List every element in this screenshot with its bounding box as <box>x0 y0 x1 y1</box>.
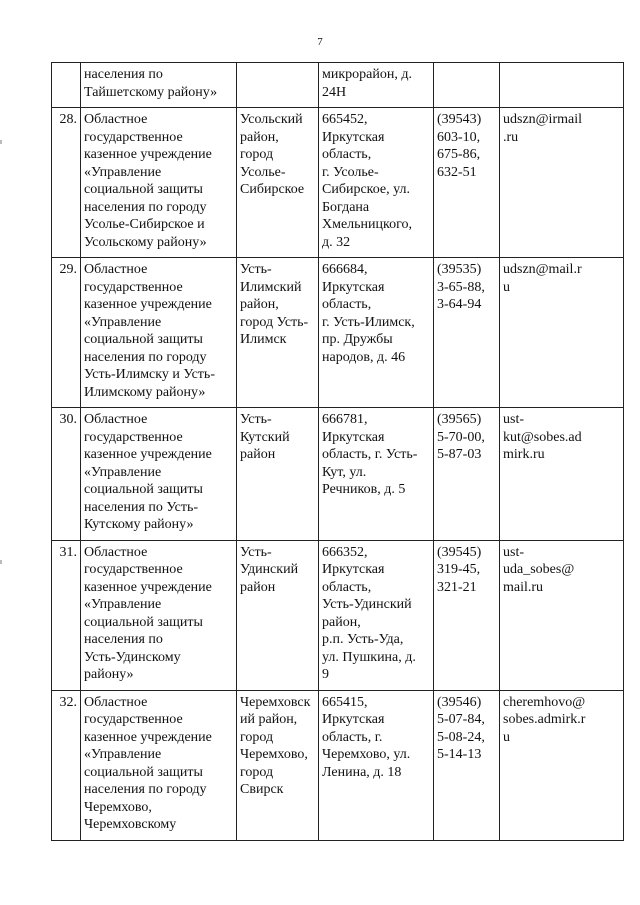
cell-text-line: Ленина, д. 18 <box>322 764 402 780</box>
cell-text-line: район <box>240 579 276 595</box>
cell-text-line: Сибирское, ул. <box>322 182 411 197</box>
cell-text-line: 3-64-94 <box>437 297 482 312</box>
cell-text-line: «Управление <box>84 747 162 762</box>
cell-text-line: Областное <box>84 262 148 277</box>
cell-text-line: Черемховск <box>240 694 311 710</box>
cell-text-line: город <box>240 764 274 780</box>
cell-text-line: Областное <box>84 112 148 127</box>
cell-text-line: район, <box>240 129 279 145</box>
cell-text-line: 603-10, <box>437 129 481 145</box>
cell-text-line: Кут, ул. <box>322 464 367 480</box>
cell-text-line: 665452, <box>322 112 368 127</box>
cell-text-line: Хмельницкого, <box>322 217 413 232</box>
cell-text-line: Иркутская <box>322 129 385 145</box>
email-cell <box>500 63 624 108</box>
cell-text-line: Усть- <box>240 412 272 427</box>
cell-text-line: 3-65-88, <box>437 279 485 295</box>
cell-text-line: область, г. <box>322 729 383 745</box>
email-cell <box>500 540 624 690</box>
email-cell <box>500 108 624 258</box>
cell-text-line: 666684, <box>322 262 368 277</box>
phone-cell <box>434 690 500 840</box>
cell-text-line: «Управление <box>84 597 162 612</box>
row-number-cell: 28. <box>52 108 81 258</box>
cell-text-line: государственное <box>84 429 183 445</box>
cell-text-line: Усолье- <box>240 164 286 180</box>
address-cell <box>319 108 434 258</box>
cell-text-line: город <box>240 147 274 162</box>
cell-text-line: город <box>240 729 274 745</box>
cell-text-line: государственное <box>84 712 183 727</box>
row-number-cell: 32. <box>52 690 81 840</box>
district-cell <box>237 108 319 258</box>
row-number-cell: 31. <box>52 540 81 690</box>
table-row <box>52 408 624 541</box>
cell-text-line: 321-21 <box>437 579 477 595</box>
table-row <box>52 258 624 408</box>
cell-text-line: пр. Дружбы <box>322 332 393 347</box>
phone-cell <box>434 108 500 258</box>
cell-text-line: казенное учреждение <box>84 297 212 312</box>
cell-text-line: район, <box>240 297 279 312</box>
institutions-table <box>51 62 624 841</box>
address-cell <box>319 540 434 690</box>
cell-text-line: (39546) <box>437 694 482 710</box>
cell-text-line: Речников, д. 5 <box>322 482 406 497</box>
cell-text-line: Илимск <box>240 332 287 347</box>
phone-cell <box>434 63 500 108</box>
cell-text-line: казенное учреждение <box>84 579 212 595</box>
cell-text-line: Иркутская <box>322 712 385 727</box>
cell-text-line: социальной защиты <box>84 182 203 197</box>
cell-text-line: району» <box>84 667 134 682</box>
cell-text-line: 5-70-00, <box>437 429 485 445</box>
cell-text-line: 5-08-24, <box>437 729 485 745</box>
cell-text-line: государственное <box>84 279 183 295</box>
cell-text-line: uda_sobes@ <box>503 562 575 577</box>
cell-text-line: Черемхово, <box>84 799 152 815</box>
cell-text-line: 632-51 <box>437 164 477 180</box>
cell-text-line: ust- <box>503 544 524 560</box>
row-number-cell <box>52 63 81 108</box>
institution-name-cell <box>81 408 237 541</box>
cell-text-line: Усть-Илимску и Усть- <box>84 367 215 382</box>
cell-text-line: kut@sobes.ad <box>503 429 582 445</box>
cell-text-line: mail.ru <box>503 579 544 595</box>
cell-text-line: 9 <box>322 667 329 682</box>
row-number-cell: 30. <box>52 408 81 541</box>
row-number-cell: 29. <box>52 258 81 408</box>
cell-text-line: район <box>240 447 276 462</box>
cell-text-line: социальной защиты <box>84 614 203 630</box>
cell-text-line: (39565) <box>437 412 482 427</box>
cell-text-line: область, <box>322 147 372 162</box>
cell-text-line: cheremhovo@ <box>503 694 586 710</box>
cell-text-line: Усолье-Сибирское и <box>84 217 205 232</box>
cell-text-line: государственное <box>84 562 183 577</box>
phone-cell <box>434 258 500 408</box>
address-cell <box>319 408 434 541</box>
cell-text-line: населения по Усть- <box>84 499 199 515</box>
cell-text-line: «Управление <box>84 314 162 330</box>
cell-text-line: казенное учреждение <box>84 447 212 462</box>
institution-name-cell <box>81 108 237 258</box>
email-cell <box>500 258 624 408</box>
cell-text-line: населения по <box>84 67 163 82</box>
cell-text-line: Областное <box>84 544 148 560</box>
cell-text-line: .ru <box>503 129 519 145</box>
cell-text-line: Усть- <box>240 544 272 560</box>
cell-text-line: Кутский <box>240 429 290 445</box>
cell-text-line: населения по городу <box>84 782 207 797</box>
cell-text-line: udszn@irmail <box>503 112 582 127</box>
cell-text-line: (39545) <box>437 544 482 560</box>
cell-text-line: ул. Пушкина, д. <box>322 649 416 665</box>
cell-text-line: Свирск <box>240 782 284 797</box>
institution-name-cell <box>81 63 237 108</box>
cell-text-line: 675-86, <box>437 147 481 162</box>
cell-text-line: народов, д. 46 <box>322 349 406 365</box>
cell-text-line: udszn@mail.r <box>503 262 582 277</box>
cell-text-line: 666352, <box>322 544 368 560</box>
cell-text-line: р.п. Усть-Уда, <box>322 632 404 647</box>
page-number: 7 <box>317 36 323 48</box>
district-cell <box>237 690 319 840</box>
cell-text-line: область, г. Усть- <box>322 447 418 462</box>
cell-text-line: 319-45, <box>437 562 481 577</box>
cell-text-line: государственное <box>84 129 183 145</box>
scan-edge-mark <box>0 560 2 564</box>
cell-text-line: u <box>503 279 510 295</box>
cell-text-line: 5-14-13 <box>437 747 482 762</box>
cell-text-line: социальной защиты <box>84 332 203 347</box>
cell-text-line: 5-07-84, <box>437 712 485 727</box>
district-cell <box>237 408 319 541</box>
cell-text-line: Удинский <box>240 562 299 577</box>
cell-text-line: область, <box>322 579 372 595</box>
cell-text-line: казенное учреждение <box>84 147 212 162</box>
table-row <box>52 690 624 840</box>
table-body <box>52 63 624 841</box>
cell-text-line: Усть-Удинскому <box>84 649 181 665</box>
cell-text-line: г. Усть-Илимск, <box>322 314 415 330</box>
cell-text-line: Сибирское <box>240 182 305 197</box>
cell-text-line: казенное учреждение <box>84 729 212 745</box>
cell-text-line: 5-87-03 <box>437 447 482 462</box>
cell-text-line: Усть-Удинский <box>322 597 412 612</box>
phone-cell <box>434 408 500 541</box>
cell-text-line: Илимский <box>240 279 302 295</box>
address-cell <box>319 258 434 408</box>
institution-name-cell <box>81 258 237 408</box>
table-row <box>52 63 624 108</box>
cell-text-line: 666781, <box>322 412 368 427</box>
cell-text-line: г. Усолье- <box>322 164 379 180</box>
cell-text-line: д. 32 <box>322 234 351 250</box>
cell-text-line: район, <box>322 614 361 630</box>
cell-text-line: 665415, <box>322 694 368 710</box>
cell-text-line: (39535) <box>437 262 482 277</box>
cell-text-line: Тайшетскому району» <box>84 84 218 100</box>
cell-text-line: Областное <box>84 412 148 427</box>
cell-text-line: «Управление <box>84 164 162 180</box>
scan-edge-mark <box>0 140 2 144</box>
cell-text-line: Богдана <box>322 199 370 215</box>
cell-text-line: mirk.ru <box>503 447 545 462</box>
cell-text-line: 24Н <box>322 84 347 100</box>
email-cell <box>500 408 624 541</box>
cell-text-line: ust- <box>503 412 524 427</box>
cell-text-line: социальной защиты <box>84 764 203 780</box>
cell-text-line: Черемхово, <box>240 747 308 762</box>
cell-text-line: город Усть- <box>240 314 309 330</box>
cell-text-line: ий район, <box>240 712 298 727</box>
cell-text-line: населения по <box>84 632 163 647</box>
district-cell <box>237 258 319 408</box>
cell-text-line: Илимскому району» <box>84 384 206 400</box>
cell-text-line: населения по городу <box>84 349 207 365</box>
phone-cell <box>434 540 500 690</box>
cell-text-line: область, <box>322 297 372 312</box>
cell-text-line: (39543) <box>437 112 482 127</box>
cell-text-line: Черемховскому <box>84 817 177 832</box>
district-cell <box>237 63 319 108</box>
address-cell <box>319 63 434 108</box>
cell-text-line: u <box>503 729 510 745</box>
cell-text-line: микрорайон, д. <box>322 67 412 82</box>
cell-text-line: Иркутская <box>322 279 385 295</box>
cell-text-line: Иркутская <box>322 429 385 445</box>
email-cell <box>500 690 624 840</box>
institution-name-cell <box>81 540 237 690</box>
cell-text-line: Усольский <box>240 112 303 127</box>
institution-name-cell <box>81 690 237 840</box>
table-row <box>52 540 624 690</box>
cell-text-line: Кутскому району» <box>84 517 194 532</box>
cell-text-line: Черемхово, ул. <box>322 747 411 762</box>
district-cell <box>237 540 319 690</box>
table-row <box>52 108 624 258</box>
cell-text-line: Усть- <box>240 262 272 277</box>
cell-text-line: «Управление <box>84 464 162 480</box>
cell-text-line: Областное <box>84 694 148 710</box>
cell-text-line: Усольскому району» <box>84 234 207 250</box>
cell-text-line: социальной защиты <box>84 482 203 497</box>
cell-text-line: населения по городу <box>84 199 207 215</box>
cell-text-line: Иркутская <box>322 562 385 577</box>
cell-text-line: sobes.admirk.r <box>503 712 586 727</box>
address-cell <box>319 690 434 840</box>
